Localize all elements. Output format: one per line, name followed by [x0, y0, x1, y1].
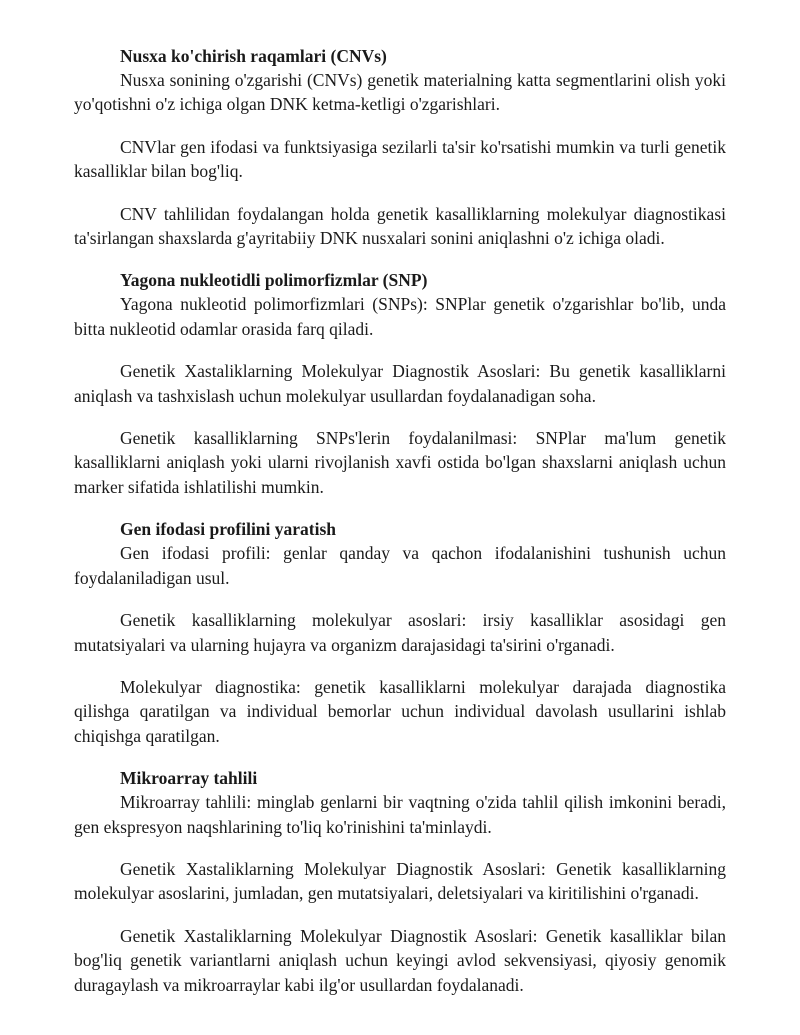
section-heading: Yagona nukleotidli polimorfizmlar (SNP): [120, 270, 428, 291]
section-snp: [74, 268, 726, 499]
paragraph: Yagona nukleotid polimorfizmlari (SNPs): SNPlar genetik o'zgarishlar bo'lib, unda bitta nukleotid odamlar orasida farq qiladi.: [74, 294, 726, 339]
paragraph: Genetik Xastaliklarning Molekulyar Diagnostik Asoslari: Bu genetik kasalliklarni aniqlash va tashxislash uchun molekulyar usullardan foydalanadigan soha.: [74, 361, 726, 406]
section-heading: Gen ifodasi profilini yaratish: [120, 519, 337, 540]
section-gene-expression: [74, 517, 726, 748]
paragraph: Molekulyar diagnostika: genetik kasalliklarni molekulyar darajada diagnostika qilishga qaratilgan va individual bemorlar uchun individual davolash usullarini ishlab chiqishga qaratilgan.: [74, 676, 726, 746]
paragraph: Nusxa sonining o'zgarishi (CNVs) genetik materialning katta segmentlarini olish yoki yo'qotishni o'z ichiga olgan DNK ketma-ketligi o'zgarishlari.: [74, 70, 726, 115]
paragraph: Genetik kasalliklarning molekulyar asoslari: irsiy kasalliklar asosidagi gen mutatsiyalari va ularning hujayra va organizm darajasidagi ta'sirini o'rganadi.: [74, 610, 726, 655]
section-heading: Nusxa ko'chirish raqamlari (CNVs): [120, 46, 387, 66]
section-cnv: [74, 44, 726, 250]
paragraph: Genetik Xastaliklarning Molekulyar Diagnostik Asoslari: Genetik kasalliklarning molekulyar asoslarini, jumladan, gen mutatsiyalari, deletsiyalari va kiritilishini o'rganadi.: [74, 858, 726, 904]
paragraph: Mikroarray tahlili: minglab genlarni bir vaqtning o'zida tahlil qilish imkonini beradi, gen ekspresyon naqshlarining to'liq ko'rinishini ta'minlaydi.: [74, 792, 726, 837]
paragraph: CNVlar gen ifodasi va funktsiyasiga sezilarli ta'sir ko'rsatishi mumkin va turli genetik kasalliklar bilan bog'liq.: [74, 136, 726, 182]
paragraph: CNV tahlilidan foydalangan holda genetik kasalliklarning molekulyar diagnostikasi ta'sirlangan shaxslarda g'ayritabiiy DNK nusxalari sonini aniqlashni o'z ichiga oladi.: [74, 203, 726, 249]
paragraph: Genetik Xastaliklarning Molekulyar Diagnostik Asoslari: Genetik kasalliklar bilan bog'liq genetik variantlarni aniqlash uchun keyingi avlod sekvensiyasi, qiyosiy genomik duragaylash va mikroarraylar kabi ilg'or usullardan foydalanadi.: [74, 925, 726, 995]
paragraph: Gen ifodasi profili: genlar qanday va qachon ifodalanishini tushunish uchun foydalaniladigan usul.: [74, 543, 726, 588]
section-heading: Mikroarray tahlili: [120, 768, 258, 789]
paragraph: Genetik kasalliklarning SNPs'lerin foydalanilmasi: SNPlar ma'lum genetik kasalliklarni aniqlash yoki ularni rivojlanish xavfi ostida bo'lgan shaxslarni aniqlash uchun marker sifatida ishlatilishi mumkin.: [74, 428, 726, 497]
section-microarray: [74, 766, 726, 997]
